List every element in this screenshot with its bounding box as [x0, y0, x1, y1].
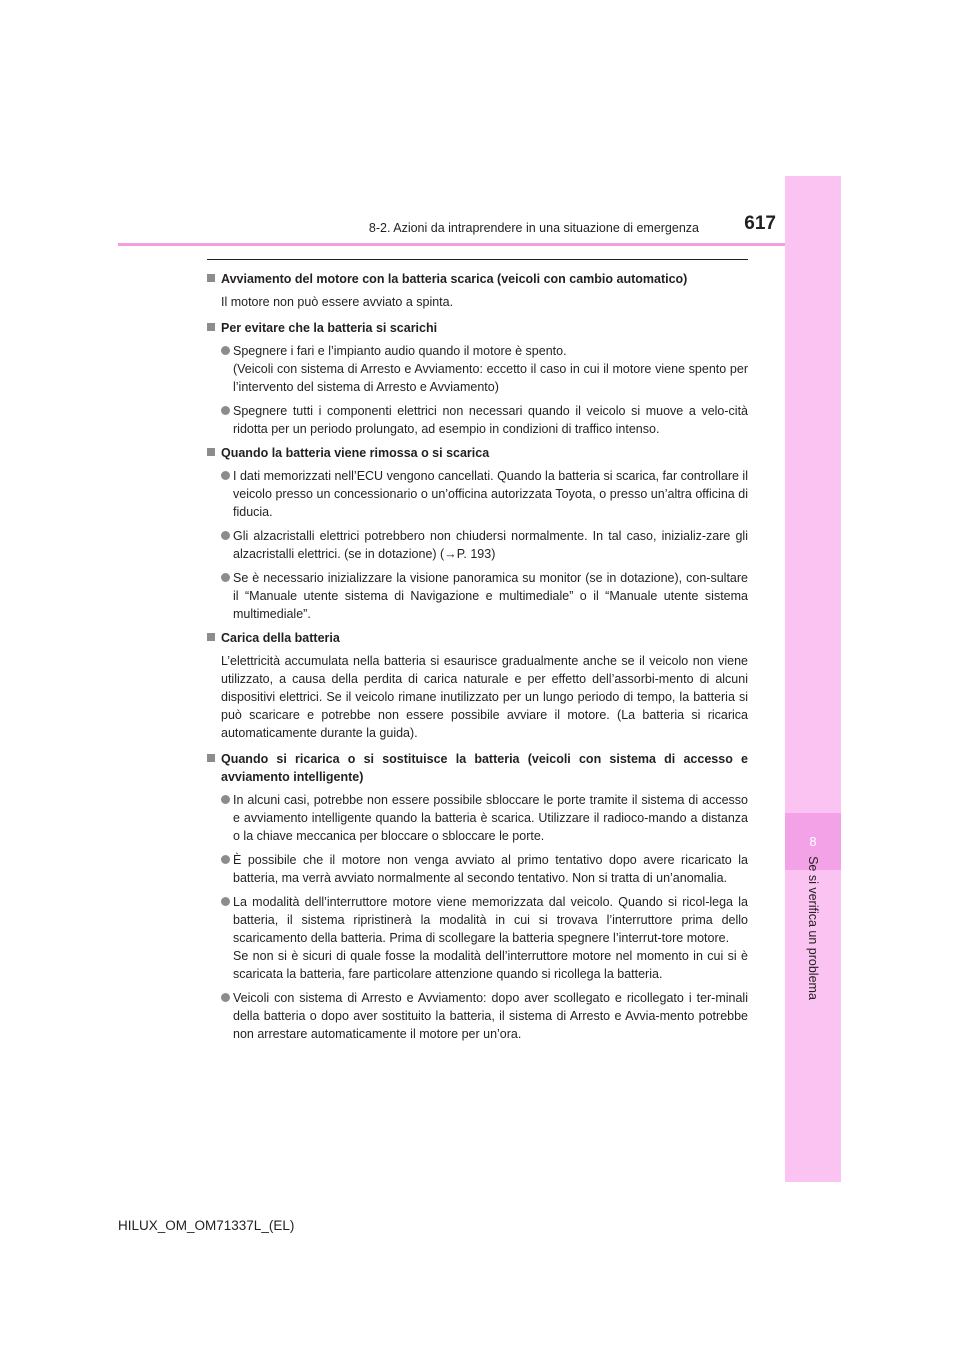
list-item-text: In alcuni casi, potrebbe non essere possibile sbloccare le porte tramite il sistema di accesso e avviamento intelligente quando la batteria è scarica. Utilizzare il radioco-mando a distanza o la chiave meccanica per bloccare o sbloccare le porte.: [233, 793, 748, 843]
list-item: [207, 402, 748, 438]
list-item-note: Se non si è sicuri di quale fosse la modalità dell’interruttore motore nel momento in cui si è scaricata la batteria, fare particolare attenzione quando si ricollega la batteria.: [233, 949, 748, 981]
section-engine-start: [207, 270, 748, 311]
section-battery-removed: [207, 444, 748, 623]
list-item-text: Gli alzacristalli elettrici potrebbero non chiudersi normalmente. In tal caso, inizializ-zare gli alzacristalli elettrici. (se in dotazione) (→P. 193): [233, 529, 748, 561]
list-item: [207, 527, 748, 563]
content-separator: [207, 259, 748, 260]
page-content: [207, 270, 748, 1049]
section-paragraph: Il motore non può essere avviato a spinta.: [221, 295, 454, 309]
section-paragraph: L’elettricità accumulata nella batteria si esaurisce gradualmente anche se il veicolo non viene utilizzato, a causa della perdita di carica naturale e per effetto dell’assorbi-mento di alcuni dispositivi elettrici. Se il veicolo rimane inutilizzato per un lungo periodo di tempo, la batteria si può scaricare e potrebbe non essere possibile avviare il motore. (La batteria si ricarica automaticamente durante la guida).: [221, 654, 748, 740]
list-item: [207, 851, 748, 887]
list-item-text: La modalità dell’interruttore motore viene memorizzata dal veicolo. Quando si ricol-lega la batteria, il sistema ripristinerà la modalità in cui si trovava l’interruttore prima dello scaricamento della batteria. Prima di scollegare la batteria spegnere l’interrut-tore motore.: [233, 895, 748, 945]
list-item-text: I dati memorizzati nell’ECU vengono cancellati. Quando la batteria si scarica, far controllare il veicolo presso un concessionario o un’officina autorizzata Toyota, o presso un’altra officina di fiducia.: [233, 469, 748, 519]
section-recharge-replace: [207, 750, 748, 1043]
section-title: 8-2. Azioni da intraprendere in una situazione di emergenza: [368, 221, 699, 235]
list-item: [207, 342, 748, 360]
list-item: [207, 467, 748, 521]
chapter-title: Se si verifica un problema: [806, 856, 820, 1000]
chapter-number: 8: [809, 834, 817, 849]
chapter-side-tab: [785, 176, 841, 1182]
page-number: 617: [744, 213, 776, 234]
list-item-text: Se è necessario inizializzare la visione panoramica su monitor (se in dotazione), con-sultare il “Manuale utente sistema di Navigazione e multimediale” o il “Manuale utente sistema multimediale”.: [233, 571, 748, 621]
list-item-text: È possibile che il motore non venga avviato al primo tentativo dopo avere ricaricato la batteria, ma verrà avviato normalmente al secondo tentativo. Non si tratta di un’anomalia.: [233, 853, 748, 885]
section-battery-charge: [207, 629, 748, 742]
list-item: [207, 893, 748, 947]
document-code: HILUX_OM_OM71337L_(EL): [118, 1218, 295, 1233]
section-heading: Per evitare che la batteria si scarichi: [207, 319, 748, 337]
section-heading: Carica della batteria: [207, 629, 748, 647]
list-item-note: (Veicoli con sistema di Arresto e Avviamento: eccetto il caso in cui il motore viene spento per l’intervento del sistema di Arresto e Avviamento): [233, 362, 748, 394]
list-item-text: Veicoli con sistema di Arresto e Avviamento: dopo aver scollegato e ricollegato i ter-minali della batteria o dopo aver sostituito la batteria, il sistema di Arresto e Avvia-mento potrebbe non arrestare automaticamente il motore per un’ora.: [233, 991, 748, 1041]
list-item-text: Spegnere i fari e l’impianto audio quando il motore è spento.: [233, 344, 567, 358]
list-item: [207, 989, 748, 1043]
section-heading: Quando si ricarica o si sostituisce la batteria (veicoli con sistema di accesso e avviamento intelligente): [207, 750, 748, 786]
list-item: [207, 791, 748, 845]
list-item: [207, 569, 748, 623]
list-item-text: Spegnere tutti i componenti elettrici non necessari quando il veicolo si muove a velo-cità ridotta per un periodo prolungato, ad esempio in condizioni di traffico intenso.: [233, 404, 748, 436]
header-rule: [118, 243, 785, 246]
section-heading: Quando la batteria viene rimossa o si scarica: [207, 444, 748, 462]
section-heading: Avviamento del motore con la batteria scarica (veicoli con cambio automatico): [207, 270, 748, 288]
section-prevent-discharge: [207, 319, 748, 438]
